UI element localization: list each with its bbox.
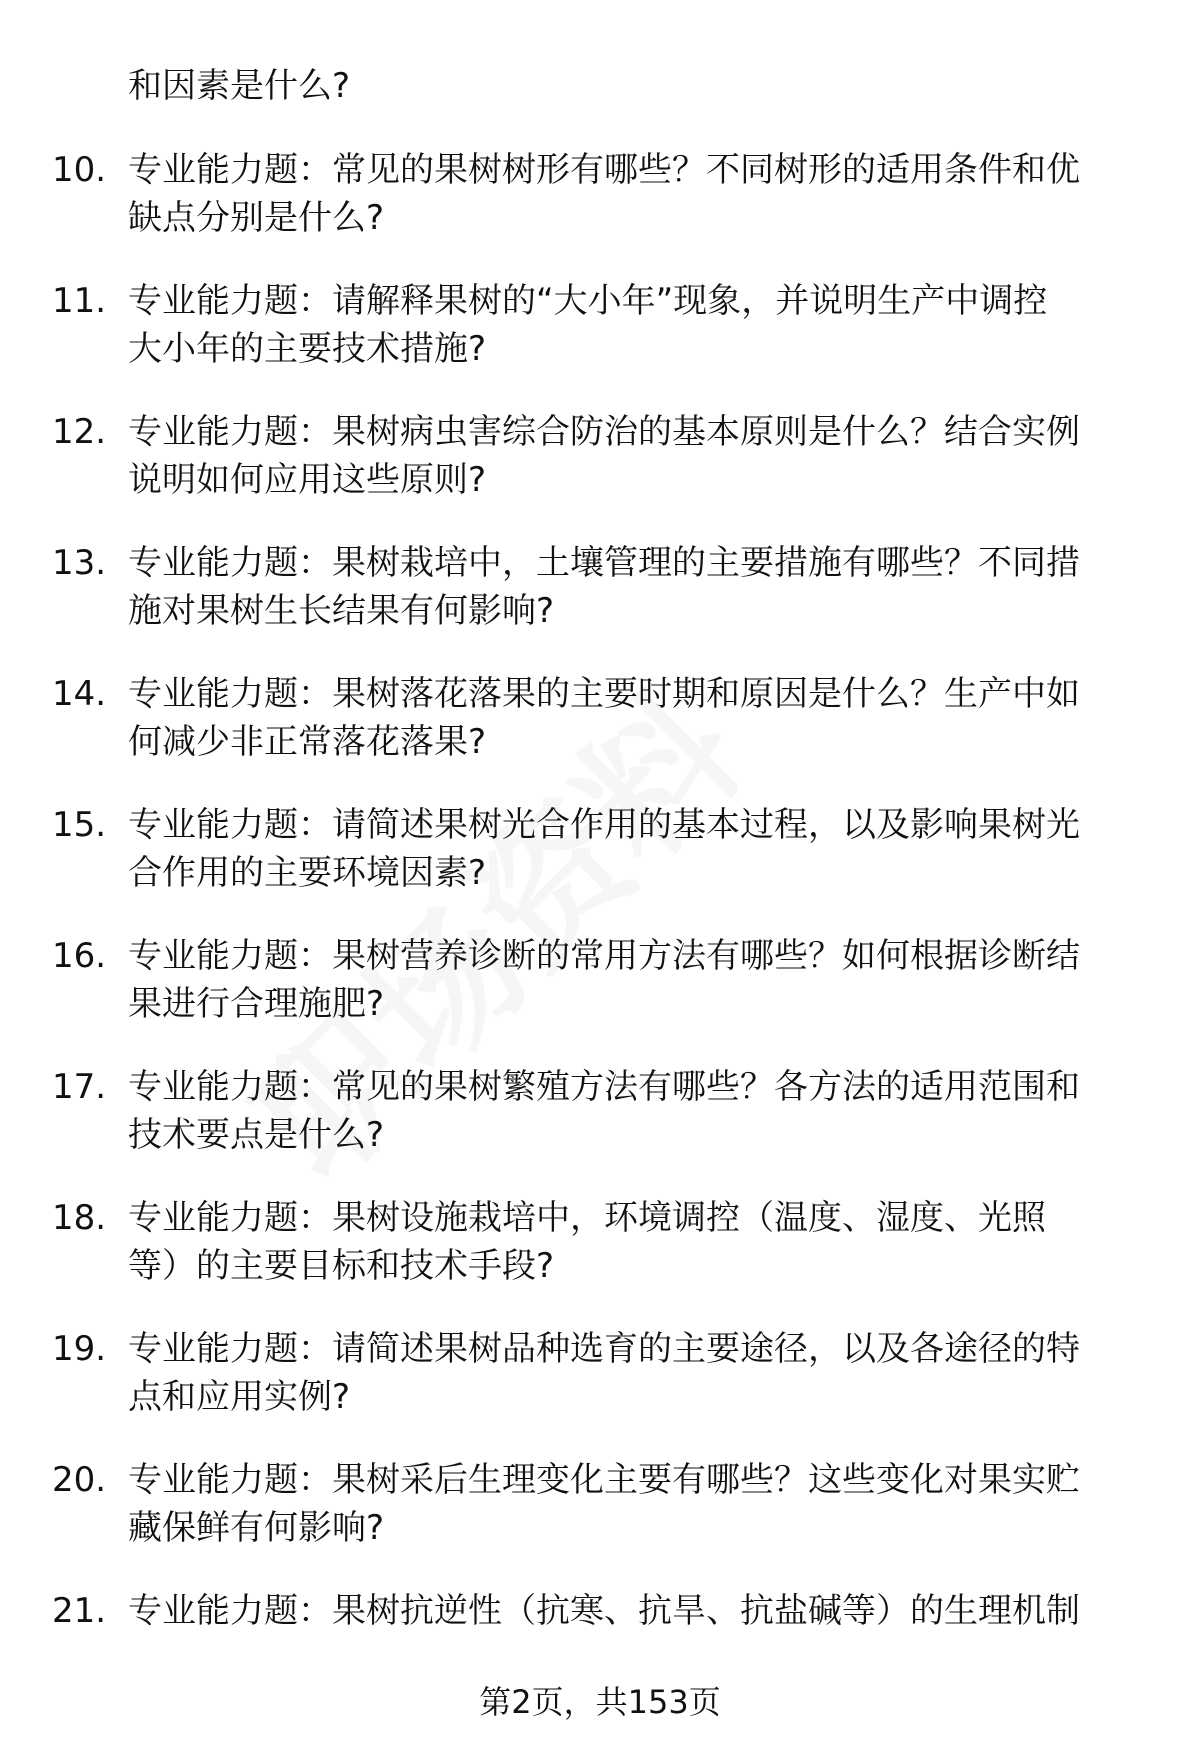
question-line: 果进行合理施肥? bbox=[128, 984, 385, 1024]
question-line: 专业能力题：果树抗逆性（抗寒、抗旱、抗盐碱等）的生理机制 bbox=[128, 1591, 1080, 1631]
question-item bbox=[0, 1325, 1200, 1421]
question-text bbox=[128, 1456, 1138, 1552]
question-line: 专业能力题：果树营养诊断的常用方法有哪些？如何根据诊断结 bbox=[128, 936, 1080, 976]
question-number: 20. bbox=[52, 1460, 107, 1500]
question-text bbox=[128, 277, 1138, 373]
question-line: 专业能力题：常见的果树繁殖方法有哪些？各方法的适用范围和 bbox=[128, 1067, 1080, 1107]
question-text bbox=[128, 1194, 1138, 1290]
question-number: 19. bbox=[52, 1329, 107, 1369]
continuation-text: 和因素是什么? bbox=[128, 66, 351, 106]
question-number: 10. bbox=[52, 150, 107, 190]
question-line: 专业能力题：常见的果树树形有哪些？不同树形的适用条件和优 bbox=[128, 150, 1080, 190]
question-number: 15. bbox=[52, 805, 107, 845]
question-text bbox=[128, 146, 1138, 242]
question-number: 16. bbox=[52, 936, 107, 976]
question-line: 合作用的主要环境因素? bbox=[128, 853, 487, 893]
question-item bbox=[0, 539, 1200, 635]
question-text bbox=[128, 801, 1138, 897]
question-number: 14. bbox=[52, 674, 107, 714]
question-text bbox=[128, 1063, 1138, 1159]
question-item bbox=[0, 277, 1200, 373]
question-item bbox=[0, 1063, 1200, 1159]
question-line: 专业能力题：请简述果树品种选育的主要途径，以及各途径的特 bbox=[128, 1329, 1080, 1369]
question-line: 缺点分别是什么? bbox=[128, 198, 385, 238]
question-line: 大小年的主要技术措施? bbox=[128, 329, 487, 369]
question-line: 专业能力题：果树病虫害综合防治的基本原则是什么？结合实例 bbox=[128, 412, 1080, 452]
question-line: 专业能力题：请简述果树光合作用的基本过程，以及影响果树光 bbox=[128, 805, 1080, 845]
question-item bbox=[0, 1194, 1200, 1290]
question-number: 12. bbox=[52, 412, 107, 452]
question-number: 18. bbox=[52, 1198, 107, 1238]
question-text bbox=[128, 932, 1138, 1028]
question-line: 等）的主要目标和技术手段? bbox=[128, 1246, 555, 1286]
question-item bbox=[0, 932, 1200, 1028]
question-line: 点和应用实例? bbox=[128, 1377, 351, 1417]
question-line: 专业能力题：果树栽培中，土壤管理的主要措施有哪些？不同措 bbox=[128, 543, 1080, 583]
question-line: 专业能力题：果树落花落果的主要时期和原因是什么？生产中如 bbox=[128, 674, 1080, 714]
question-line: 专业能力题：请解释果树的“大小年”现象，并说明生产中调控 bbox=[128, 281, 1048, 321]
question-list bbox=[0, 146, 1200, 1718]
question-line: 施对果树生长结果有何影响? bbox=[128, 591, 555, 631]
question-text bbox=[128, 1587, 1138, 1635]
question-number: 13. bbox=[52, 543, 107, 583]
question-number: 21. bbox=[52, 1591, 107, 1631]
question-text bbox=[128, 408, 1138, 504]
question-line: 说明如何应用这些原则? bbox=[128, 460, 487, 500]
question-number: 11. bbox=[52, 281, 107, 321]
question-item bbox=[0, 146, 1200, 242]
question-item bbox=[0, 670, 1200, 766]
page-footer: 第2页，共153页 bbox=[479, 1683, 721, 1721]
question-text bbox=[128, 670, 1138, 766]
question-line: 何减少非正常落花落果? bbox=[128, 722, 487, 762]
question-line: 藏保鲜有何影响? bbox=[128, 1508, 385, 1548]
question-line: 专业能力题：果树采后生理变化主要有哪些？这些变化对果实贮 bbox=[128, 1460, 1080, 1500]
question-item bbox=[0, 1456, 1200, 1552]
question-item bbox=[0, 801, 1200, 897]
question-line: 专业能力题：果树设施栽培中，环境调控（温度、湿度、光照 bbox=[128, 1198, 1046, 1238]
question-item bbox=[0, 408, 1200, 504]
question-text bbox=[128, 539, 1138, 635]
question-text bbox=[128, 1325, 1138, 1421]
question-line: 技术要点是什么? bbox=[128, 1115, 385, 1155]
question-item bbox=[0, 1587, 1200, 1683]
question-number: 17. bbox=[52, 1067, 107, 1107]
